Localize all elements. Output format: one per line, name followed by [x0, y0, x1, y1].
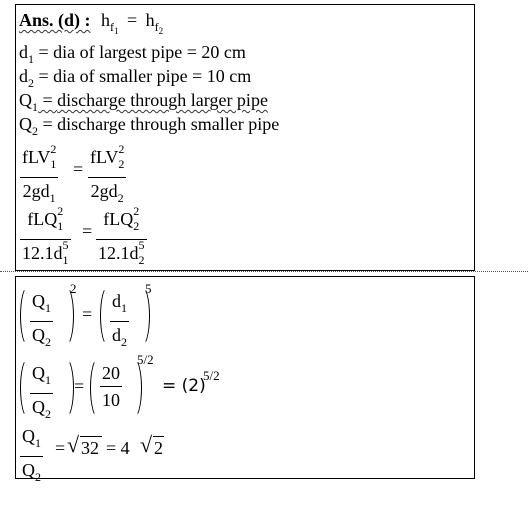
answer-line [19, 9, 163, 42]
eq1-right-fraction: fLV 2 $_2$ $2gd_2$ [90, 142, 125, 205]
eq4-left-fraction: $Q_1$ $Q_2$ [32, 363, 51, 421]
eq3-left-exponent: 2 [70, 281, 77, 296]
eq4-left-paren-close [58, 358, 74, 418]
eq4-equals-1: = [74, 376, 85, 396]
eq4-mid-fraction: 20 10 [102, 363, 120, 410]
eq2-right-fraction: fLQ 2 $_2$ 12.1d 5 $_2$ [98, 204, 145, 267]
d1-definition: $d_1$ = dia of largest pipe = 20 cm [19, 42, 246, 66]
eq3-right-exponent: 5 [145, 281, 152, 296]
eq4-result-exponent: 5/2 [203, 368, 220, 383]
eq1-left-fraction: fLV 2 $_1$ $2gd_1$ [22, 142, 57, 205]
eq3-left-fraction: $Q_1$ $Q_2$ [32, 291, 51, 349]
dotted-separator [0, 271, 528, 272]
eq4-mid-exponent: 5/2 [137, 352, 154, 367]
eq1-equals: = [73, 159, 84, 179]
eq4-result: = (2) [162, 376, 206, 396]
q1-definition: $Q_1$ = discharge through larger pipe [19, 90, 268, 114]
eq5-fraction: $Q_1$ $Q_2$ [22, 426, 41, 484]
eq5-sqrt-arg-1: 32 [81, 438, 99, 458]
eq3-right-fraction: $d_1$ $d_2$ [112, 291, 127, 349]
eq2-equals: = [82, 221, 93, 241]
q2-definition: $Q_2$ = discharge through smaller pipe [19, 114, 280, 138]
eq5-equals-2: = 4 [106, 438, 130, 458]
eq5-sqrt-arg-2: 2 [154, 438, 163, 458]
answer-label: Ans. (d) : [19, 10, 91, 30]
sqrt-symbol-2: √ [140, 432, 153, 457]
eq3-equals: = [82, 304, 93, 324]
sqrt-symbol-1: √ [67, 432, 80, 457]
head-loss-1: $h_{f_1}$ [101, 10, 119, 36]
eq5-equals-1: = [55, 438, 66, 458]
d2-definition: $d_2$ = dia of smaller pipe = 10 cm [19, 66, 252, 90]
equals-sign: = [127, 10, 138, 30]
eq2-left-fraction: fLQ 2 $_1$ 12.1d 5 $_1$ [22, 204, 69, 267]
head-loss-2: $h_{f_2}$ [145, 10, 164, 36]
